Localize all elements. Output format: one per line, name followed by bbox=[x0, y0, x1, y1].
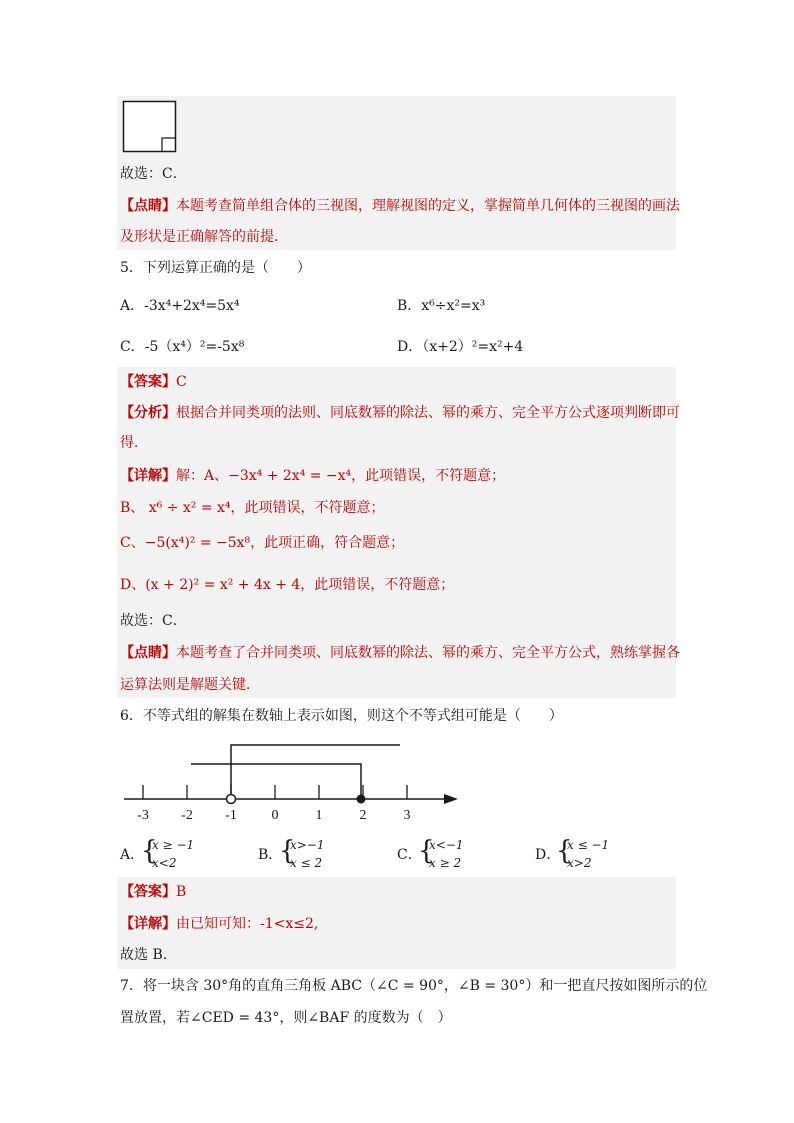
q5-comment-line-2: 运算法则是解题关键． bbox=[120, 677, 260, 693]
q6-option-d-label: D． bbox=[535, 847, 561, 863]
q6-option-d-top: x ≤ −1 bbox=[567, 838, 610, 852]
q6-option-d-bottom: x>2 bbox=[567, 856, 592, 870]
answer-tag: 【答案】 bbox=[120, 374, 176, 390]
solution-bracket-lower bbox=[191, 764, 361, 799]
q6-option-c-label: C． bbox=[397, 847, 422, 863]
q6-answer-line: 故选 B． bbox=[120, 947, 177, 963]
tick-label: -3 bbox=[137, 808, 149, 823]
q6-option-c-bottom: x ≥ 2 bbox=[429, 856, 462, 870]
comment-text: 本题考查了合并同类项、同底数幂的除法、幂的乘方、完全平方公式，熟练掌握各 bbox=[176, 645, 680, 661]
q7-stem-line-1: 7．将一块含 30°角的直角三角板 ABC（∠C = 90°，∠B = 30°）和一把直尺按如图所示的位 bbox=[120, 978, 708, 994]
q5-option-c: C．-5（x⁴）²=-5x⁸ bbox=[120, 339, 245, 355]
q5-option-d: D．（x+2）²=x²+4 bbox=[397, 339, 524, 355]
q5-analysis-line-1 bbox=[120, 403, 680, 423]
q6-option-c-top: x<−1 bbox=[429, 838, 464, 852]
q5-answer-line: 故选：C． bbox=[120, 613, 187, 629]
q6-option-a-bottom: x<2 bbox=[152, 856, 177, 870]
detail-text: 解：A、−3x⁴ + 2x⁴ = −x⁴，此项错误，不符题意； bbox=[176, 468, 506, 484]
axis-arrow-icon bbox=[444, 794, 458, 804]
brace-icon: { bbox=[141, 836, 158, 866]
q6-option-b-top: x>−1 bbox=[290, 838, 325, 852]
q6-option-b-bottom: x ≤ 2 bbox=[290, 856, 323, 870]
q6-option-a-label: A． bbox=[120, 847, 145, 863]
detail-text: 由已知可知：-1<x≤2, bbox=[176, 916, 319, 932]
analysis-text: 根据合并同类项的法则、同底数幂的除法、幂的乘方、完全平方公式逐项判断即可 bbox=[176, 405, 680, 421]
q5-comment-line-1 bbox=[120, 643, 680, 663]
q5-option-a: A．-3x⁴+2x⁴=5x⁴ bbox=[120, 298, 240, 314]
comment-tag: 【点睛】 bbox=[120, 198, 176, 214]
three-view-figure bbox=[122, 100, 178, 154]
answer-value: C bbox=[176, 374, 187, 390]
q5-answer bbox=[120, 372, 187, 392]
solution-bracket-upper bbox=[231, 745, 400, 799]
comment-tag: 【点睛】 bbox=[120, 645, 176, 661]
answer-tag: 【答案】 bbox=[120, 884, 176, 900]
tick-label: -2 bbox=[181, 808, 193, 823]
tick-label: 0 bbox=[271, 808, 279, 823]
q6-stem: 6．不等式组的解集在数轴上表示如图，则这个不等式组可能是（ ） bbox=[120, 708, 563, 724]
q6-detail bbox=[120, 914, 318, 934]
q5-option-b: B．x⁶÷x²=x³ bbox=[397, 298, 486, 314]
number-line-figure bbox=[118, 738, 468, 828]
q5-detail-a bbox=[120, 466, 505, 486]
brace-icon: { bbox=[418, 836, 435, 866]
q4-answer-line: 故选：C． bbox=[120, 166, 187, 182]
q6-option-a-top: x ≥ −1 bbox=[152, 838, 195, 852]
tick-label: -1 bbox=[225, 808, 237, 823]
q5-detail-b: B、 x⁶ ÷ x² = x⁴，此项错误，不符题意； bbox=[120, 500, 385, 516]
q5-stem: 5．下列运算正确的是（ ） bbox=[120, 260, 311, 276]
q5-detail-d: D、(x + 2)² = x² + 4x + 4，此项错误，不符题意； bbox=[120, 577, 455, 593]
q6-answer bbox=[120, 882, 186, 902]
q5-detail-c: C、−5(x⁴)² = −5x⁸，此项正确，符合题意； bbox=[120, 535, 405, 551]
q5-analysis-line-2: 得． bbox=[120, 435, 148, 451]
comment-text: 本题考查简单组合体的三视图，理解视图的定义，掌握简单几何体的三视图的画法 bbox=[176, 198, 680, 214]
q4-comment-line-1 bbox=[120, 196, 680, 216]
brace-icon: { bbox=[556, 836, 573, 866]
q6-option-b-label: B． bbox=[258, 847, 283, 863]
tick-label: 3 bbox=[403, 808, 411, 823]
answer-value: B bbox=[176, 884, 187, 900]
brace-icon: { bbox=[279, 836, 296, 866]
q7-stem-line-2: 置放置，若∠CED = 43°，则∠BAF 的度数为（ ） bbox=[120, 1010, 452, 1026]
tick-label: 2 bbox=[359, 808, 367, 823]
analysis-tag: 【分析】 bbox=[120, 405, 176, 421]
tick-label: 1 bbox=[315, 808, 323, 823]
detail-tag: 【详解】 bbox=[120, 916, 176, 932]
open-point-minus-1 bbox=[227, 795, 236, 804]
detail-tag: 【详解】 bbox=[120, 468, 176, 484]
q4-comment-line-2: 及形状是正确解答的前提． bbox=[120, 229, 288, 245]
closed-point-2 bbox=[357, 795, 366, 804]
